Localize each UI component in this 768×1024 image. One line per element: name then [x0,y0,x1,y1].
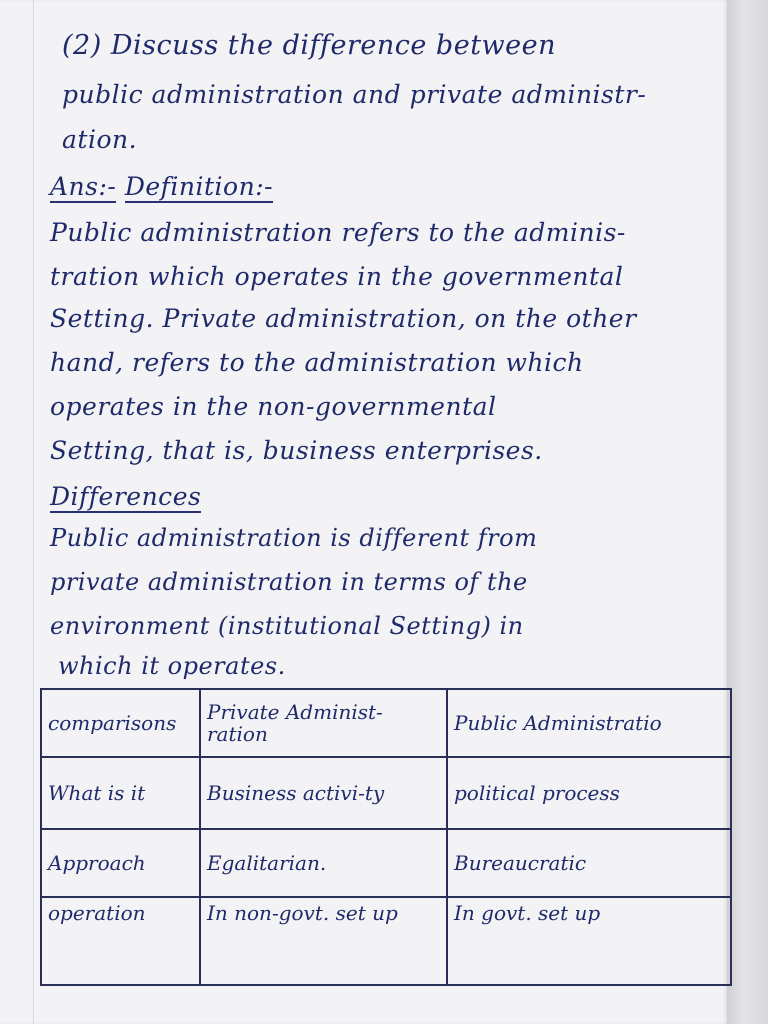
answer-label: Ans:- [50,172,117,201]
page-edge [727,0,768,1024]
differences-heading: Differences [50,482,202,511]
table-cell: Egalitarian. [200,829,447,897]
differences-line-3: environment (institutional Setting) in [50,612,524,640]
table-cell: In non-govt. set up [200,897,447,985]
table-row [41,689,731,757]
table-row [41,897,731,985]
answer-line-4: hand, refers to the administration which [50,348,584,377]
differences-line-2: private administration in terms of the [50,568,528,596]
question-line-3: ation. [62,125,138,154]
answer-line-3: Setting. Private administration, on the other [50,304,637,333]
question-text-1: Discuss the difference between [110,30,556,61]
answer-line-2: tration which operates in the governmental [50,262,624,291]
differences-line-1: Public administration is different from [50,524,538,552]
table-cell: comparisons [41,689,200,757]
answer-heading-row [50,172,273,201]
table-cell: operation [41,897,200,985]
table-cell: political process [447,757,731,829]
table-row [41,829,731,897]
differences-line-4: which it operates. [58,652,286,680]
comparison-table [40,688,732,986]
table-cell: Public Administratio [447,689,731,757]
question-line-1 [62,30,556,61]
table-cell: Business activi-ty [200,757,447,829]
table-cell: Approach [41,829,200,897]
table-cell: What is it [41,757,200,829]
differences-heading-row [50,482,201,511]
answer-line-1: Public administration refers to the adminis- [50,218,626,247]
table-cell: Private Administ-ration [200,689,447,757]
table-cell: In govt. set up [447,897,731,985]
answer-line-5: operates in the non-governmental [50,392,497,421]
question-line-2: public administration and private administr- [62,80,647,109]
margin-line [33,0,34,1024]
table-row [41,757,731,829]
definition-heading: Definition:- [124,172,274,201]
question-number: (2) [62,30,102,61]
table-cell: Bureaucratic [447,829,731,897]
answer-line-6: Setting, that is, business enterprises. [50,436,543,465]
